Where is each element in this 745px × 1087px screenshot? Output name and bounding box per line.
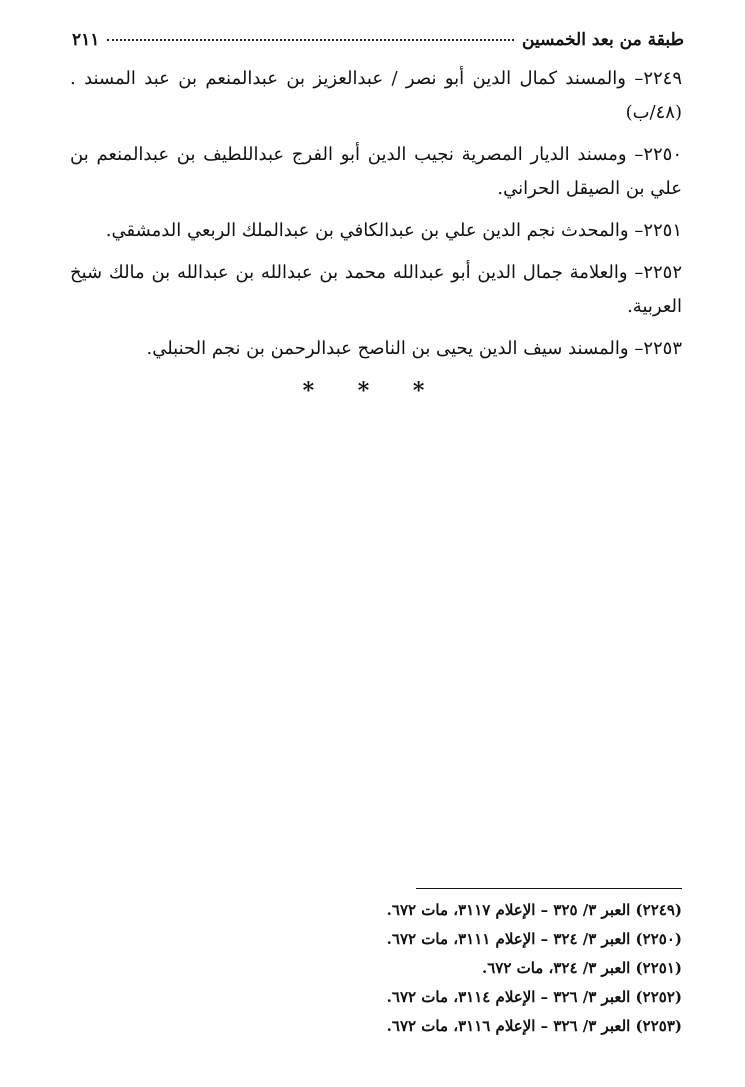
- entry-text: – والعلامة جمال الدين أبو عبدالله محمد بن عبدالله بن عبدالله بن مالك شيخ العربية.: [70, 262, 682, 317]
- entry-number: ٢٢٥٠: [643, 144, 682, 165]
- entry-text: – والمسند سيف الدين يحيى بن الناصح عبدالرحمن بن نجم الحنبلي.: [146, 338, 644, 359]
- entry-number: ٢٢٥١: [643, 220, 682, 241]
- section-separator: * * *: [302, 378, 443, 404]
- entry-number: ٢٢٥٢: [643, 262, 682, 283]
- entry-text: – ومسند الديار المصرية نجيب الدين أبو الفرج عبداللطيف بن عبدالمنعم بن علي بن الصيقل الحراني.: [70, 144, 682, 199]
- entry-2249: [70, 62, 682, 130]
- footnote-2253: (٢٢٥٣) العبر ٣/ ٣٢٦ – الإعلام ٣١١٦، مات ٦٧٢.: [386, 1017, 682, 1035]
- footnote-2250: (٢٢٥٠) العبر ٣/ ٣٢٤ – الإعلام ٣١١١، مات ٦٧٢.: [386, 930, 682, 948]
- footnote-2251: (٢٢٥١) العبر ٣/ ٣٢٤، مات ٦٧٢.: [481, 959, 682, 977]
- entry-2252: [70, 256, 682, 324]
- footnote-2252: (٢٢٥٢) العبر ٣/ ٣٢٦ – الإعلام ٣١١٤، مات ٦٧٢.: [386, 988, 682, 1006]
- header-title: طبقة من بعد الخمسين: [522, 30, 684, 50]
- footnote-rule: [416, 888, 682, 889]
- header-dot-leader: [107, 27, 514, 41]
- main-text: [70, 62, 682, 374]
- entry-2251: [70, 214, 682, 248]
- entry-text: – والمسند كمال الدين أبو نصر / عبدالعزيز بن عبدالمنعم بن عبد المسند . (٤٨/ب): [70, 68, 682, 123]
- entry-2250: [70, 138, 682, 206]
- running-header: [72, 30, 684, 56]
- entry-2253: [70, 332, 682, 366]
- page-number: ٢١١: [72, 30, 100, 50]
- entry-number: ٢٢٥٣: [643, 338, 682, 359]
- footnote-2249: (٢٢٤٩) العبر ٣/ ٣٢٥ – الإعلام ٣١١٧، مات ٦٧٢.: [386, 901, 682, 919]
- footnotes: [70, 896, 682, 1041]
- entry-number: ٢٢٤٩: [643, 68, 682, 89]
- entry-text: – والمحدث نجم الدين علي بن عبدالكافي بن عبدالملك الربعي الدمشقي.: [105, 220, 644, 241]
